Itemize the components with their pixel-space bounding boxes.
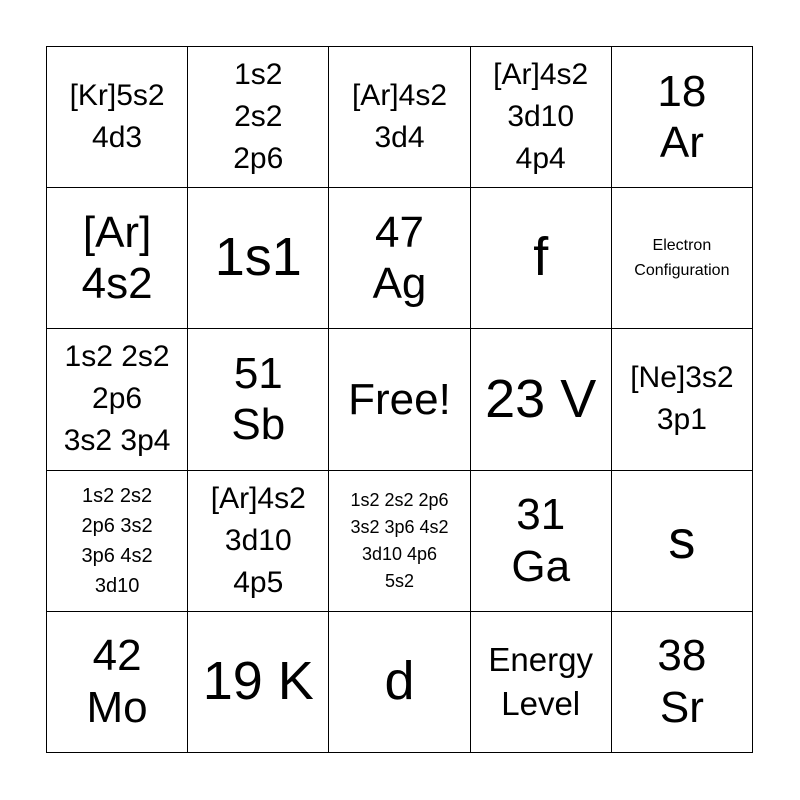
bingo-board [46,46,753,753]
bingo-cell-r3c4[interactable] [471,329,612,470]
bingo-cell-r5c2[interactable] [188,612,329,753]
cell-text: 42 Mo [86,631,148,732]
bingo-cell-r2c4[interactable] [471,188,612,329]
bingo-cell-r4c4[interactable] [471,471,612,612]
bingo-cell-r4c1[interactable] [47,471,188,612]
cell-text: 51 Sb [231,349,286,450]
cell-text: Energy Level [488,641,593,722]
bingo-cell-r2c3[interactable] [329,188,470,329]
cell-text: [Ar]4s2 3d10 4p4 [493,58,589,176]
bingo-cell-r5c3[interactable] [329,612,470,753]
cell-text: [Ar]4s2 3d4 [351,79,448,155]
bingo-cell-r4c3[interactable] [329,471,470,612]
cell-text: f [533,227,549,288]
cell-text: 1s2 2s2 2p6 [233,58,284,176]
bingo-cell-r3c3[interactable] [329,329,470,470]
bingo-cell-r1c2[interactable] [188,47,329,188]
cell-text: d [384,651,415,712]
cell-text: 31 Ga [511,490,571,591]
cell-text: 19 K [202,651,314,712]
bingo-cell-r2c1[interactable] [47,188,188,329]
cell-text: 1s2 2s2 2p6 3s2 3p6 4s2 3d10 4p6 5s2 [350,489,449,591]
bingo-cell-r3c5[interactable] [612,329,753,470]
cell-text: 23 V [485,368,597,429]
bingo-cell-r1c5[interactable] [612,47,753,188]
bingo-cell-r4c5[interactable] [612,471,753,612]
cell-text: 1s1 [214,227,302,288]
cell-text: [Ar] 4s2 [81,207,153,309]
bingo-cell-r1c3[interactable] [329,47,470,188]
bingo-cell-r5c5[interactable] [612,612,753,753]
bingo-cell-r2c2[interactable] [188,188,329,329]
bingo-cell-r3c1[interactable] [47,329,188,470]
cell-text: 47 Ag [372,207,427,309]
bingo-cell-r1c4[interactable] [471,47,612,188]
bingo-cell-r5c4[interactable] [471,612,612,753]
cell-text: Free! [348,374,451,424]
cell-text: 38 Sr [657,631,707,732]
cell-text: [Ar]4s2 3d10 4p5 [210,481,306,599]
cell-text: [Kr]5s2 4d3 [69,79,165,155]
bingo-cell-r2c5[interactable] [612,188,753,329]
bingo-cell-r4c2[interactable] [188,471,329,612]
cell-text: 18 Ar [657,66,707,168]
cell-text: Electron Configuration [634,236,730,280]
cell-text: [Ne]3s2 3p1 [630,361,734,437]
cell-text: 1s2 2s2 2p6 3s2 3p4 [63,340,171,458]
bingo-cell-r1c1[interactable] [47,47,188,188]
cell-text: 1s2 2s2 2p6 3s2 3p6 4s2 3d10 [81,484,153,597]
bingo-cell-r5c1[interactable] [47,612,188,753]
cell-text: s [668,509,696,570]
bingo-cell-r3c2[interactable] [188,329,329,470]
